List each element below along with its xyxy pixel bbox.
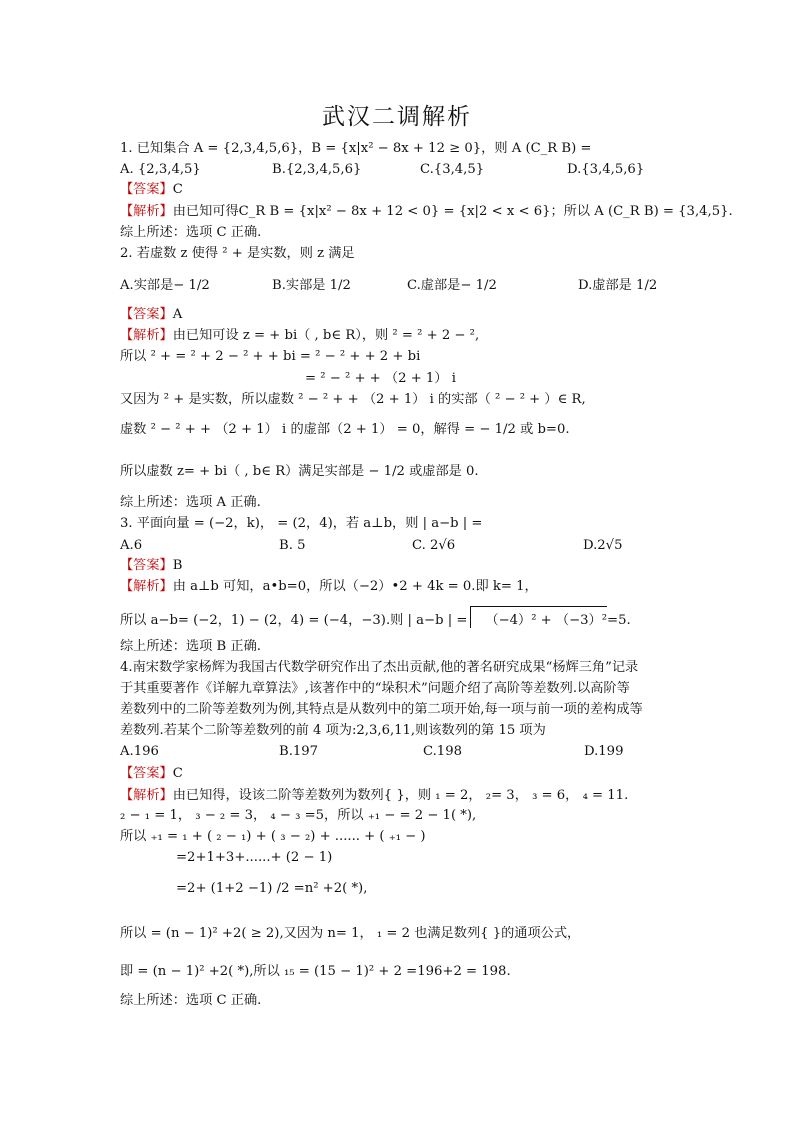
q4-analysis-line-2: ₂ − ₁ = 1， ₃ − ₂ = 3， ₄ − ₃ =5，所以 ₊₁ − = 2 − 1( *), [120, 808, 477, 823]
q2-option-c: C.虚部是− 1/2 [407, 278, 497, 293]
q1-summary: 综上所述：选项 C 正确. [120, 225, 262, 240]
q2-option-d: D.虚部是 1/2 [578, 278, 658, 293]
analysis-tag: 【解析】 [120, 579, 173, 594]
q4-stem-line-4: 差数列.若某个二阶等差数列的前 4 项为:2,3,6,11,则该数列的第 15 项为 [120, 723, 546, 738]
q1-option-b: B.{2,3,4,5,6} [272, 162, 362, 177]
q2-analysis-line-5: 虚数 ² − ² + + （2 + 1） i 的虚部（2 + 1） = 0，解得 = − 1/2 或 b=0. [120, 422, 570, 437]
answer-tag: 【答案】 [120, 766, 173, 781]
q3-sqrt [467, 612, 607, 629]
q4-analysis [120, 787, 628, 804]
q4-stem-line-3: 差数列中的二阶等差数列为例,其特点是从数列中的第二项开始,每一项与前一项的差构成等 [120, 702, 643, 717]
q2-analysis-line-6: 所以虚数 z= + bi（ , b∈ R）满足实部是 − 1/2 或虚部是 0. [120, 464, 479, 479]
answer-tag: 【答案】 [120, 182, 173, 197]
q4-option-b: B.197 [279, 744, 319, 759]
q3-analysis [120, 578, 538, 595]
q4-option-d: D.199 [584, 744, 624, 759]
q2-stem: 2. 若虚数 z 使得 ² + 是实数，则 z 满足 [120, 246, 355, 261]
q4-stem-line-1: 4.南宋数学家杨辉为我国古代数学研究作出了杰出贡献,他的著名研究成果“杨辉三角”记录 [120, 660, 639, 675]
q4-answer [120, 765, 183, 782]
q3-line2-pre: 所以 a−b= (−2，1) − (2，4) = (−4，−3).则 | a−b | = [120, 613, 468, 628]
q1-option-c: C.{3,4,5} [420, 162, 485, 177]
q1-answer [120, 181, 183, 198]
q3-option-b: B. 5 [279, 538, 306, 553]
q4-stem-line-2: 于其重要著作《详解九章算法》,该著作中的“垛积术”问题介绍了高阶等差数列.以高阶等 [120, 681, 630, 696]
q4-analysis-line-4: =2+1+3+......+ (2 − 1) [176, 850, 333, 865]
q3-summary: 综上所述：选项 B 正确. [120, 639, 261, 654]
q4-analysis-line-5: =2+ (1+2 −1) /2 =n² +2( *), [176, 881, 368, 896]
analysis-tag: 【解析】 [120, 204, 173, 219]
q1-analysis [120, 203, 733, 220]
q4-summary: 综上所述：选项 C 正确. [120, 993, 262, 1008]
q4-analysis-line-6: 所以 = (n − 1)² +2( ≥ 2),又因为 n= 1， ₁ = 2 也满足数列{ }的通项公式， [120, 926, 581, 941]
q3-analysis-line-1: 由 a⊥b 可知，a•b=0，所以（−2）•2 + 4k = 0.即 k= 1， [172, 579, 538, 594]
q2-analysis-line-3: = ² − ² + + （2 + 1） i [305, 371, 456, 386]
q3-answer-value: B [172, 558, 183, 573]
q2-option-a: A.实部是− 1/2 [120, 278, 210, 293]
q2-answer-value: A [172, 307, 183, 322]
analysis-tag: 【解析】 [120, 328, 173, 343]
q2-answer [120, 306, 182, 323]
q4-analysis-line-1: 由已知得，设该二阶等差数列为数列{ }，则 ₁ = 2， ₂= 3， ₃ = 6， ₄ = 11. [172, 788, 629, 803]
analysis-tag: 【解析】 [120, 788, 173, 803]
q2-analysis-line-2: 所以 ² + = ² + 2 − ² + + bi = ² − ² + + 2 + bi [120, 349, 421, 364]
q3-option-d: D.2√5 [583, 538, 623, 553]
q1-answer-value: C [172, 182, 183, 197]
q3-line2-post: =5. [607, 613, 631, 628]
q4-analysis-line-7: 即 = (n − 1)² +2( *),所以 ₁₅ = (15 − 1)² + 2 =196+2 = 198. [120, 964, 511, 979]
q2-option-b: B.实部是 1/2 [272, 278, 351, 293]
q3-stem: 3. 平面向量 = (−2，k)， = (2，4)，若 a⊥b，则 | a−b | = [120, 516, 483, 531]
q3-radicand: （−4）² + （−3）² [485, 613, 608, 628]
q1-option-d: D.{3,4,5,6} [567, 162, 645, 177]
q1-analysis-text: 由已知可得C_R B = {x|x² − 8x + 12 < 0} = {x|2 < x < 6}；所以 A (C_R B) = {3,4,5}. [172, 204, 733, 219]
q2-analysis-line-4: 又因为 ² + 是实数，所以虚数 ² − ² + + （2 + 1） i 的实部（ ² − ² + ）∈ R, [120, 392, 586, 407]
q1-stem: 1. 已知集合 A = {2,3,4,5,6}，B = {x|x² − 8x + 12 ≥ 0}，则 A (C_R B) = [120, 141, 592, 156]
answer-tag: 【答案】 [120, 558, 173, 573]
answer-tag: 【答案】 [120, 307, 173, 322]
q3-option-a: A.6 [120, 538, 143, 553]
q3-option-c: C. 2√6 [412, 538, 456, 553]
q4-option-c: C.198 [423, 744, 462, 759]
q4-option-a: A.196 [120, 744, 159, 759]
q2-summary: 综上所述：选项 A 正确. [120, 495, 261, 510]
q4-analysis-line-3: 所以 ₊₁ = ₁ + ( ₂ − ₁) + ( ₃ − ₂) + ...... + ( ₊₁ − ) [120, 829, 426, 844]
q1-option-a: A. {2,3,4,5} [120, 162, 201, 177]
page-title: 武汉二调解析 [322, 104, 472, 130]
q3-answer [120, 557, 182, 574]
q3-analysis-line-2 [120, 612, 631, 629]
q4-answer-value: C [172, 766, 183, 781]
q2-analysis [120, 327, 479, 344]
q2-analysis-line-1: 由已知可设 z = + bi（ , b∈ R），则 ² = ² + 2 − ², [172, 328, 480, 343]
